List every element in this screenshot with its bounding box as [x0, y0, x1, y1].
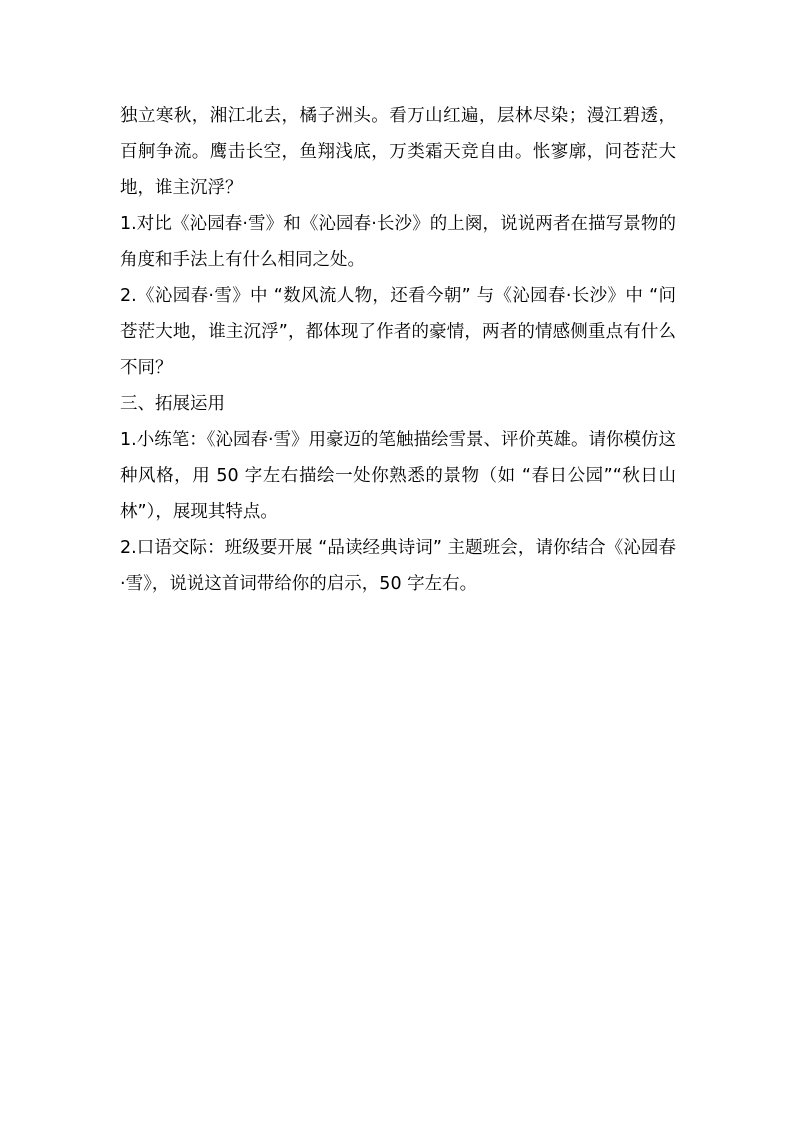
question-2-paragraph: 2.《沁园春·雪》中 “数风流人物，还看今朝” 与《沁园春·长沙》中 “问苍茫大地，谁主沉浮”，都体现了作者的豪情，两者的情感侧重点有什么不同？ [120, 286, 676, 378]
question-1-paragraph: 1.对比《沁园春·雪》和《沁园春·长沙》的上阕，说说两者在描写景物的角度和手法上有什么相同之处。 [120, 214, 676, 270]
exercise-1-paragraph: 1.小练笔：《沁园春·雪》用豪迈的笔触描绘雪景、评价英雄。请你模仿这种风格，用 50 字左右描绘一处你熟悉的景物（如 “春日公园”“秋日山林”），展现其特点。 [120, 430, 677, 522]
exercise-2-paragraph: 2.口语交际：班级要开展 “品读经典诗词” 主题班会，请你结合《沁园春·雪》，说说这首词带给你的启示，50 字左右。 [120, 538, 676, 594]
section-heading: 三、拓展运用 [120, 394, 225, 414]
document-body [120, 98, 676, 602]
poem-excerpt-paragraph: 独立寒秋，湘江北去，橘子洲头。看万山红遍，层林尽染；漫江碧透，百舸争流。鹰击长空，鱼翔浅底，万类霜天竞自由。怅寥廓，问苍茫大地，谁主沉浮？ [120, 106, 676, 198]
